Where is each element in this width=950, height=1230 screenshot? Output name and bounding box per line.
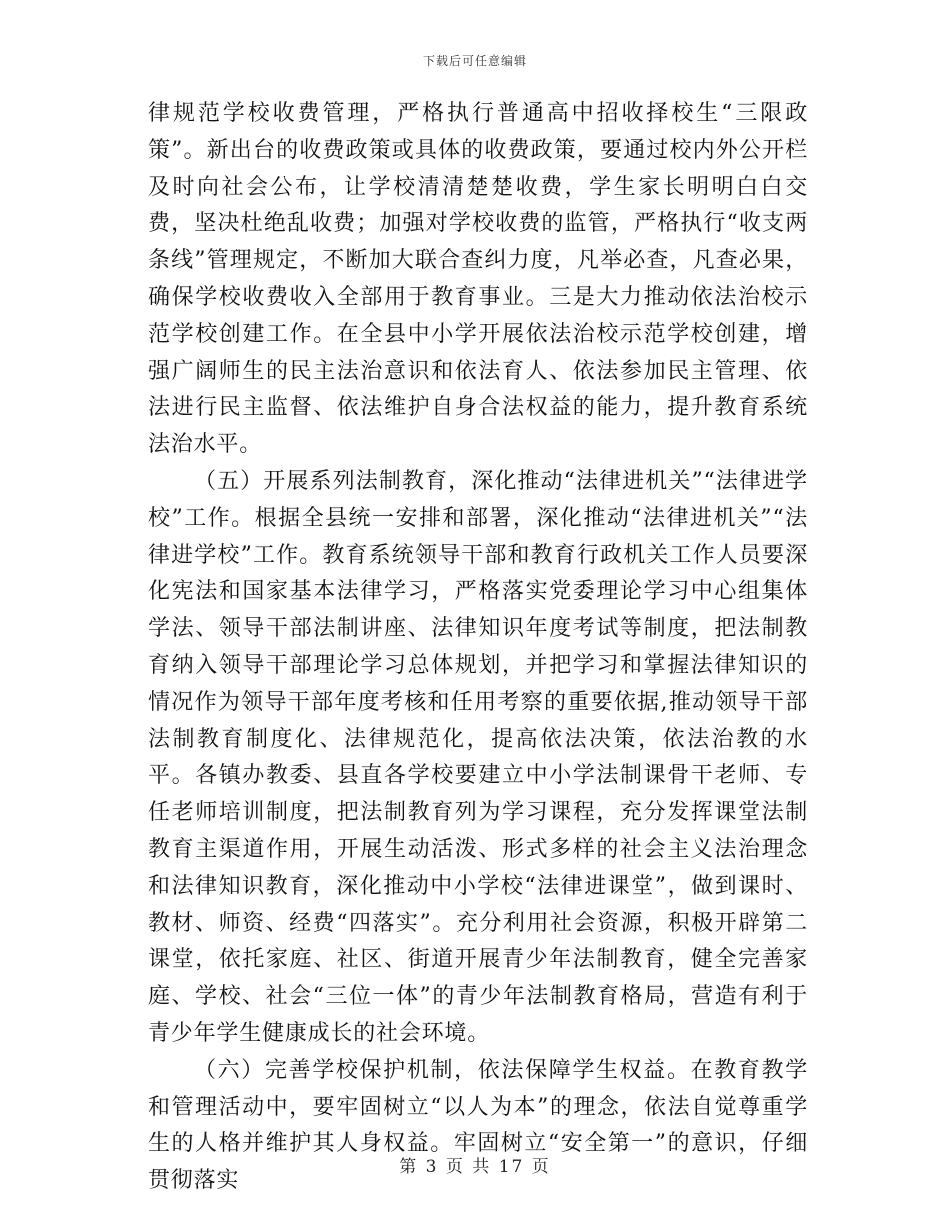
paragraph-section-5: （五）开展系列法制教育，深化推动“法律进机关”“法律进学校”工作。根据全县统一安排和部署，深化推动“法律进机关”“法律进学校”工作。教育系统领导干部和教育行政机关工作人员要深化宪法和国家基本法律学习，严格落实党委理论学习中心组集体学法、领导干部法制讲座、法律知识年度考试等制度，把法制教育纳入领导干部理论学习总体规划，并把学习和掌握法律知识的情况作为领导干部年度考核和任用考察的重要依据,推动领导干部法制教育制度化、法律规范化，提高依法决策，依法治教的水平。各镇办教委、县直各学校要建立中小学法制课骨干老师、专任老师培训制度，把法制教育列为学习课程，充分发挥课堂法制教育主渠道作用，开展生动活泼、形式多样的社会主义法治理念和法律知识教育，深化推动中小学校“法律进课堂”，做到课时、教材、师资、经费“四落实”。充分利用社会资源，积极开辟第二课堂，依托家庭、社区、街道开展青少年法制教育，健全完善家庭、学校、社会“三位一体”的青少年法制教育格局，营造有利于青少年学生健康成长的社会环境。 — [148, 468, 808, 1046]
page-number: 第 3 页 共 17 页 — [399, 1157, 551, 1177]
paragraph-continued: 律规范学校收费管理，严格执行普通高中招收择校生“三限政策”。新出台的收费政策或具体的收费政策，要通过校内外公开栏及时向社会公布，让学校清清楚楚收费，学生家长明明白白交费，坚决杜绝乱收费；加强对学校收费的监管，严格执行“收支两条线”管理规定，不断加大联合查纠力度，凡举必查，凡查必果，确保学校收费收入全部用于教育事业。三是大力推动依法治校示范学校创建工作。在全县中小学开展依法治校示范学校创建，增强广阔师生的民主法治意识和依法育人、依法参加民主管理、依法进行民主监督、依法维护自身合法权益的能力，提升教育系统法治水平。 — [148, 101, 808, 458]
paragraph-section-6: （六）完善学校保护机制，依法保障学生权益。在教育教学和管理活动中，要牢固树立“以人为本”的理念，依法自觉尊重学生的人格并维护其人身权益。牢固树立“安全第一”的意识，仔细贯彻落实 — [148, 1057, 808, 1194]
document-body — [148, 96, 808, 1200]
header-note: 下载后可任意编辑 — [422, 54, 527, 68]
